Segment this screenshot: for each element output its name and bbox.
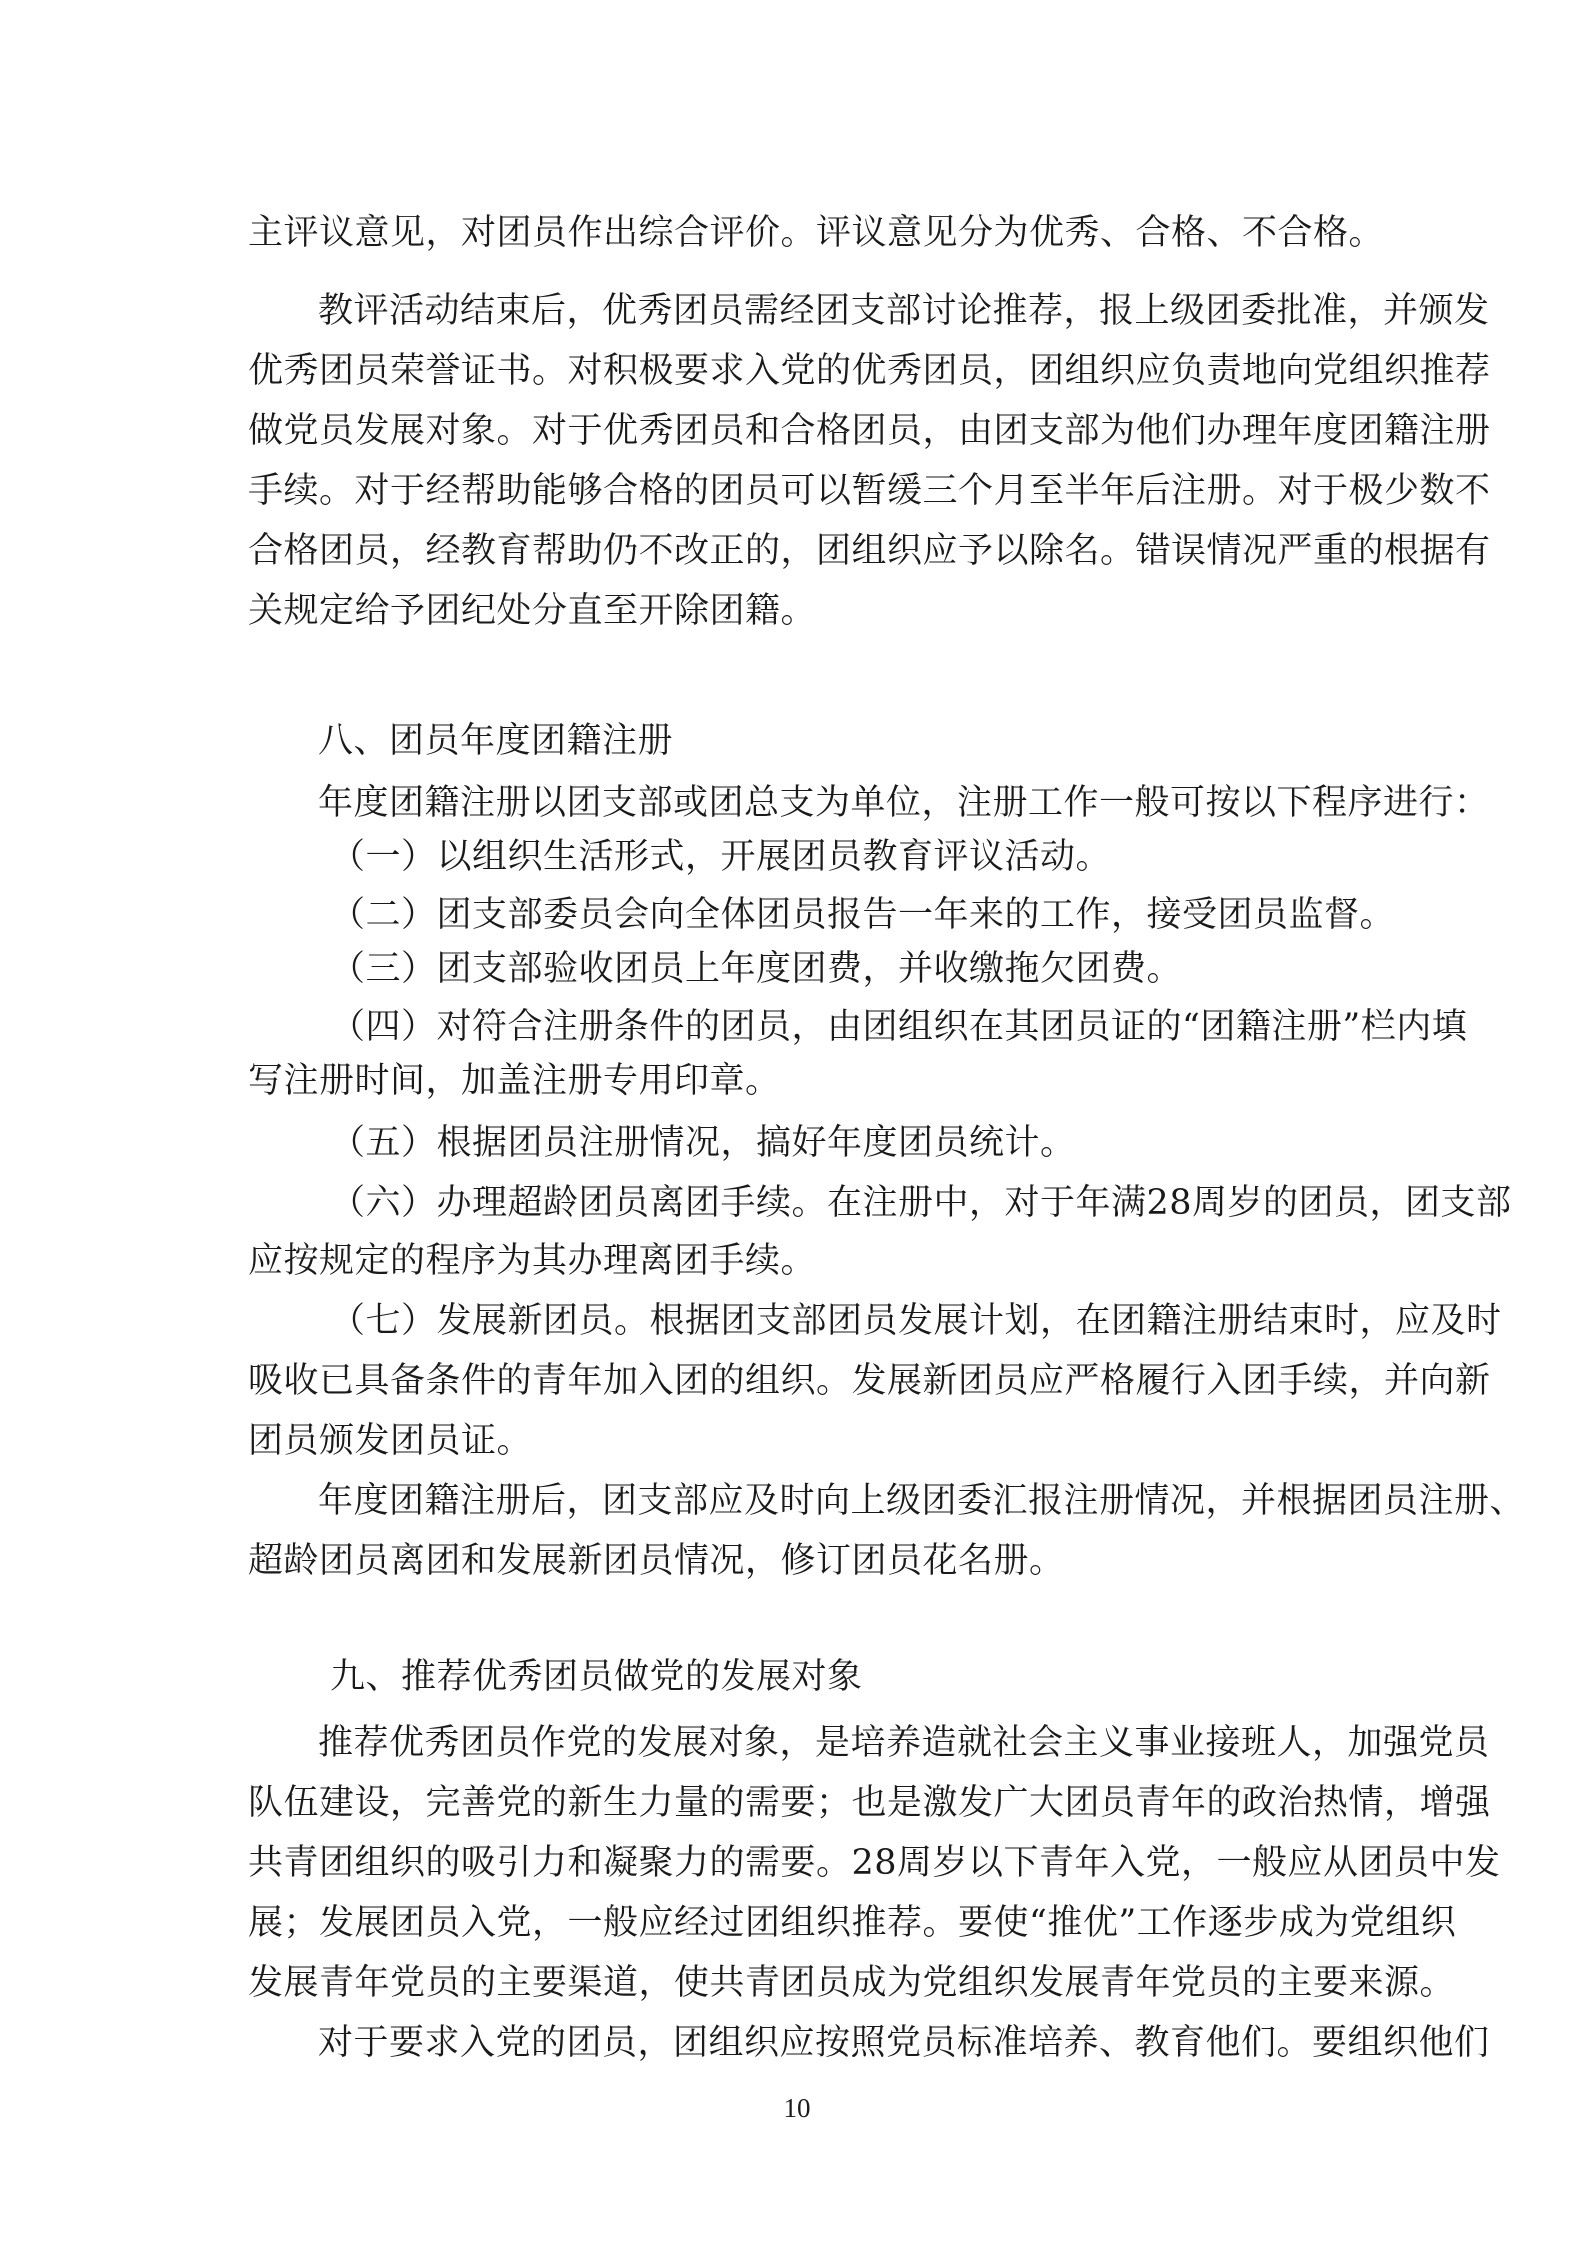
paragraph-line: 发展青年党员的主要渠道，使共青团员成为党组织发展青年党员的主要来源。 (248, 1963, 1456, 2003)
paragraph-line: 对于要求入党的团员，团组织应按照党员标准培养、教育他们。要组织他们 (318, 2023, 1490, 2063)
paragraph-line: 主评议意见，对团员作出综合评价。评议意见分为优秀、合格、不合格。 (248, 213, 1385, 253)
list-item: （三）团支部验收团员上年度团费，并收缴拖欠团费。 (330, 949, 1183, 989)
paragraph-line: 合格团员，经教育帮助仍不改正的，团组织应予以除名。错误情况严重的根据有 (248, 531, 1491, 571)
paragraph-line: 优秀团员荣誉证书。对积极要求入党的优秀团员，团组织应负责地向党组织推荐 (248, 351, 1491, 391)
paragraph-line: 共青团组织的吸引力和凝聚力的需要。28周岁以下青年入党，一般应从团员中发 (248, 1843, 1501, 1883)
paragraph-line: 教评活动结束后，优秀团员需经团支部讨论推荐，报上级团委批准，并颁发 (318, 291, 1490, 331)
list-item: （二）团支部委员会向全体团员报告一年来的工作，接受团员监督。 (330, 895, 1396, 935)
paragraph-line: 队伍建设，完善党的新生力量的需要；也是激发广大团员青年的政治热情，增强 (248, 1783, 1491, 1823)
paragraph-line: 写注册时间，加盖注册专用印章。 (248, 1061, 781, 1101)
list-item: （六）办理超龄团员离团手续。在注册中，对于年满28周岁的团员，团支部 (330, 1183, 1512, 1223)
list-item: （一）以组织生活形式，开展团员教育评议活动。 (330, 837, 1112, 877)
paragraph-line: 做党员发展对象。对于优秀团员和合格团员，由团支部为他们办理年度团籍注册 (248, 411, 1491, 451)
paragraph-line: 团员颁发团员证。 (248, 1421, 533, 1461)
paragraph-line: 手续。对于经帮助能够合格的团员可以暂缓三个月至半年后注册。对于极少数不 (248, 471, 1491, 511)
paragraph-line: 年度团籍注册以团支部或团总支为单位，注册工作一般可按以下程序进行： (318, 783, 1490, 823)
paragraph-line: 展；发展团员入党，一般应经过团组织推荐。要使“推优”工作逐步成为党组织 (248, 1903, 1457, 1943)
list-item: （四）对符合注册条件的团员，由团组织在其团员证的“团籍注册”栏内填 (330, 1007, 1468, 1047)
section-heading: 八、团员年度团籍注册 (318, 721, 674, 761)
paragraph-line: 推荐优秀团员作党的发展对象，是培养造就社会主义事业接班人，加强党员 (318, 1723, 1490, 1763)
paragraph-line: 吸收已具备条件的青年加入团的组织。发展新团员应严格履行入团手续，并向新 (248, 1361, 1491, 1401)
list-item: （七）发展新团员。根据团支部团员发展计划，在团籍注册结束时，应及时 (330, 1301, 1502, 1341)
page-number: 10 (783, 2093, 811, 2123)
section-heading: 九、推荐优秀团员做党的发展对象 (330, 1657, 863, 1697)
list-item: （五）根据团员注册情况，搞好年度团员统计。 (330, 1123, 1076, 1163)
paragraph-line: 应按规定的程序为其办理离团手续。 (248, 1241, 817, 1281)
paragraph-line: 年度团籍注册后，团支部应及时向上级团委汇报注册情况，并根据团员注册、 (318, 1481, 1526, 1521)
paragraph-line: 关规定给予团纪处分直至开除团籍。 (248, 591, 817, 631)
paragraph-line: 超龄团员离团和发展新团员情况，修订团员花名册。 (248, 1541, 1065, 1581)
